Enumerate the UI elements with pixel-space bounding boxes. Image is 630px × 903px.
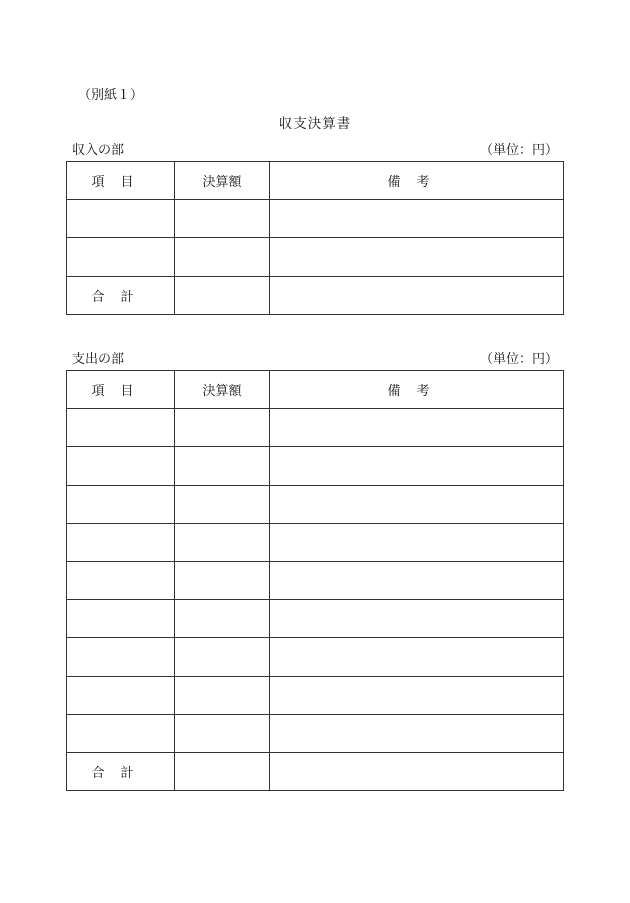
expense-amount-cell[interactable]: [175, 600, 270, 638]
income-total-row: [67, 276, 564, 314]
income-total-remarks-cell[interactable]: [270, 276, 564, 314]
attachment-label: （別紙１）: [78, 88, 144, 103]
table-row: [67, 200, 564, 238]
income-total-label: 合計: [67, 276, 175, 314]
expense-amount-cell[interactable]: [175, 485, 270, 523]
expense-amount-cell[interactable]: [175, 523, 270, 561]
expense-remarks-cell[interactable]: [270, 485, 564, 523]
expense-remarks-cell[interactable]: [270, 523, 564, 561]
income-header-remarks: 備考: [270, 162, 564, 200]
expense-remarks-cell[interactable]: [270, 638, 564, 676]
expense-total-row: [67, 752, 564, 790]
income-remarks-cell[interactable]: [270, 238, 564, 276]
expense-remarks-cell[interactable]: [270, 561, 564, 599]
expense-header-remarks: 備考: [270, 371, 564, 409]
expense-amount-cell[interactable]: [175, 409, 270, 447]
income-unit-label: （単位：円）: [479, 143, 558, 158]
expense-amount-cell[interactable]: [175, 638, 270, 676]
table-row: [67, 409, 564, 447]
expense-total-label: 合計: [67, 752, 175, 790]
expense-remarks-cell[interactable]: [270, 676, 564, 714]
expense-amount-cell[interactable]: [175, 714, 270, 752]
table-row: [67, 447, 564, 485]
table-row: [67, 714, 564, 752]
income-header-row: [67, 162, 564, 200]
income-item-cell[interactable]: [67, 200, 175, 238]
expense-remarks-cell[interactable]: [270, 714, 564, 752]
expense-item-cell[interactable]: [67, 485, 175, 523]
expense-item-cell[interactable]: [67, 676, 175, 714]
expense-total-remarks-cell[interactable]: [270, 752, 564, 790]
income-header-amount: 決算額: [175, 162, 270, 200]
table-row: [67, 561, 564, 599]
table-row: [67, 485, 564, 523]
document-title: 収支決算書: [278, 116, 352, 132]
expense-amount-cell[interactable]: [175, 561, 270, 599]
table-row: [67, 600, 564, 638]
expense-table: [66, 370, 564, 791]
expense-item-cell[interactable]: [67, 447, 175, 485]
income-table: [66, 161, 564, 315]
income-section-title: 収入の部: [72, 143, 125, 158]
expense-total-amount-cell[interactable]: [175, 752, 270, 790]
income-amount-cell[interactable]: [175, 200, 270, 238]
expense-item-cell[interactable]: [67, 409, 175, 447]
expense-section-header: [72, 348, 558, 367]
expense-amount-cell[interactable]: [175, 447, 270, 485]
table-row: [67, 523, 564, 561]
income-remarks-cell[interactable]: [270, 200, 564, 238]
table-row: [67, 676, 564, 714]
income-section-header: [72, 139, 558, 158]
expense-item-cell[interactable]: [67, 638, 175, 676]
expense-unit-label: （単位：円）: [479, 352, 558, 367]
expense-remarks-cell[interactable]: [270, 409, 564, 447]
expense-item-cell[interactable]: [67, 600, 175, 638]
income-total-amount-cell[interactable]: [175, 276, 270, 314]
expense-amount-cell[interactable]: [175, 676, 270, 714]
expense-item-cell[interactable]: [67, 561, 175, 599]
expense-header-item: 項目: [67, 371, 175, 409]
expense-item-cell[interactable]: [67, 714, 175, 752]
table-row: [67, 238, 564, 276]
expense-item-cell[interactable]: [67, 523, 175, 561]
expense-remarks-cell[interactable]: [270, 447, 564, 485]
expense-section-title: 支出の部: [72, 352, 125, 367]
income-item-cell[interactable]: [67, 238, 175, 276]
expense-header-row: [67, 371, 564, 409]
expense-header-amount: 決算額: [175, 371, 270, 409]
table-row: [67, 638, 564, 676]
expense-remarks-cell[interactable]: [270, 600, 564, 638]
income-header-item: 項目: [67, 162, 175, 200]
income-amount-cell[interactable]: [175, 238, 270, 276]
